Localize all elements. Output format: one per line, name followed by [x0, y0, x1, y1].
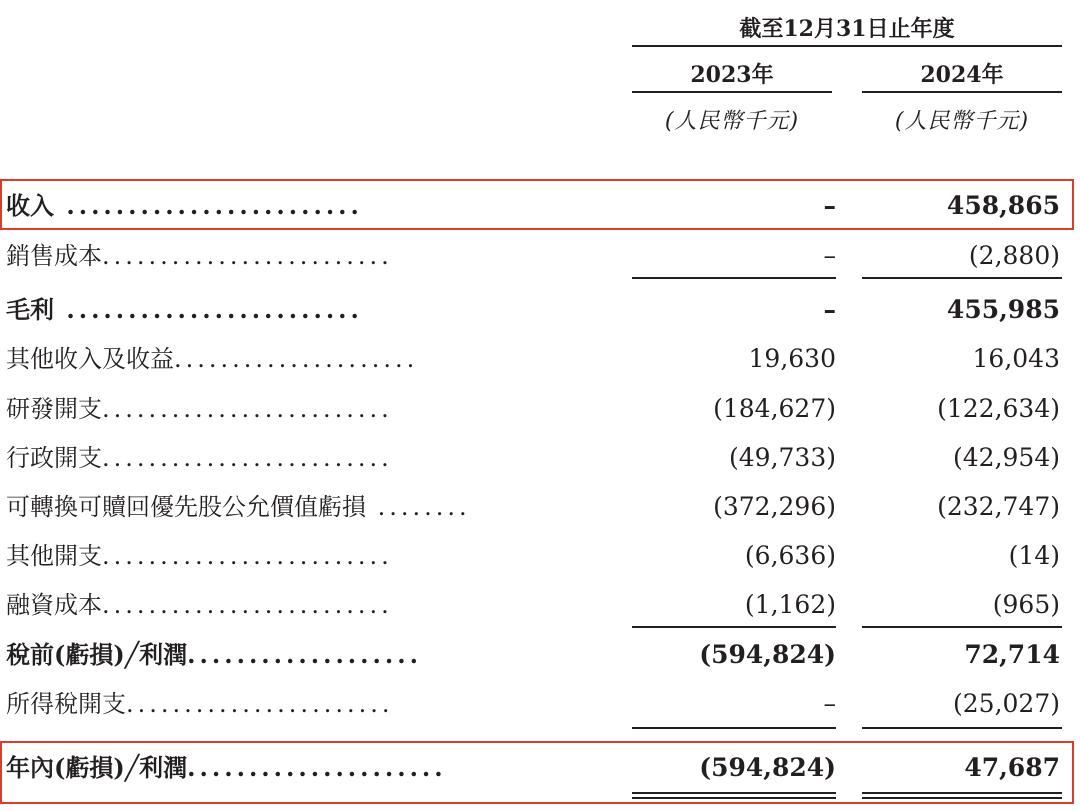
value-2024: (25,027) [953, 689, 1060, 718]
row-label [6, 288, 596, 332]
leader-dots: ................... [187, 640, 422, 669]
value-2024: (14) [1008, 541, 1060, 570]
row-label-text: 其他收入及收益 [6, 345, 174, 373]
subtotal-rule-2023 [632, 727, 836, 729]
row-label-text: 年內(虧損)╱利潤 [6, 753, 188, 782]
value-2023: (594,824) [699, 753, 836, 782]
subtotal-rule-2024 [862, 727, 1062, 729]
leader-dots: ....................... [126, 690, 394, 718]
row-label [6, 534, 596, 578]
table-row [0, 534, 1080, 578]
value-2023: (49,733) [729, 443, 836, 472]
row-label [6, 682, 596, 726]
value-2023: (184,627) [713, 394, 836, 423]
value-2023: – [823, 295, 836, 324]
table-row [0, 337, 1080, 381]
value-2023: (1,162) [744, 590, 836, 619]
table-row [0, 682, 1080, 726]
table-row [0, 288, 1080, 332]
row-label-text: 研發開支 [6, 395, 102, 423]
leader-dots: ......................... [102, 591, 393, 619]
leader-dots: ......................... [102, 444, 393, 472]
value-2024: (2,880) [968, 241, 1060, 270]
table-row [0, 436, 1080, 480]
value-2023: – [823, 241, 836, 270]
value-2024: 47,687 [964, 753, 1060, 782]
row-label [6, 633, 596, 677]
row-label [6, 583, 596, 627]
value-2024: (42,954) [953, 443, 1060, 472]
period-underline [632, 45, 1062, 47]
leader-dots: ..................... [187, 753, 447, 782]
period-heading: 截至12月31日止年度 [739, 16, 955, 42]
value-2024: (232,747) [937, 492, 1060, 521]
value-2023: (6,636) [744, 541, 836, 570]
table-row [0, 387, 1080, 431]
unit-2024: (人民幣千元) [894, 109, 1030, 134]
leader-dots: ......................... [102, 395, 393, 423]
table-row [0, 234, 1080, 278]
year-2024-underline [862, 91, 1062, 93]
leader-dots: ........ [366, 493, 471, 521]
subtotal-rule-2024 [862, 277, 1062, 279]
row-label [6, 485, 596, 529]
value-2024: (965) [992, 590, 1060, 619]
leader-dots: ........................ [54, 191, 363, 220]
unit-2023: (人民幣千元) [664, 109, 800, 134]
table-row [0, 633, 1080, 677]
value-2023: (372,296) [713, 492, 836, 521]
value-2024: 455,985 [946, 295, 1060, 324]
row-label-text: 融資成本 [6, 591, 102, 619]
value-2024: (122,634) [937, 394, 1060, 423]
row-label [6, 387, 596, 431]
row-label-text: 可轉換可贖回優先股公允價值虧損 [6, 493, 366, 521]
value-2023: 19,630 [748, 344, 836, 373]
value-2024: 458,865 [946, 191, 1060, 220]
row-label [6, 337, 596, 381]
row-label-text: 所得稅開支 [6, 690, 126, 718]
subtotal-rule-2024 [862, 626, 1062, 628]
row-label-text: 其他開支 [6, 542, 102, 570]
year-2024-heading: 2024年 [920, 62, 1004, 88]
table-row [0, 583, 1080, 627]
leader-dots: ........................ [54, 295, 363, 324]
row-label [6, 436, 596, 480]
value-2023: (594,824) [699, 640, 836, 669]
year-2023-underline [632, 91, 832, 93]
row-label-text: 毛利 [6, 295, 54, 324]
subtotal-rule-2023 [632, 626, 836, 628]
row-label-text: 銷售成本 [6, 242, 102, 270]
subtotal-rule-2023 [632, 277, 836, 279]
value-2023: – [823, 191, 836, 220]
year-2023-heading: 2023年 [690, 62, 774, 88]
highlight-box-net-result [0, 741, 1074, 804]
row-label-text: 稅前(虧損)╱利潤 [6, 640, 188, 669]
leader-dots: ..................... [174, 345, 419, 373]
leader-dots: ......................... [102, 242, 393, 270]
value-2023: – [823, 689, 836, 718]
row-label [6, 234, 596, 278]
value-2024: 72,714 [964, 640, 1060, 669]
highlight-box-revenue [0, 179, 1074, 230]
value-2024: 16,043 [972, 344, 1060, 373]
table-row [0, 485, 1080, 529]
row-label-text: 行政開支 [6, 444, 102, 472]
row-label-text: 收入 [6, 191, 54, 220]
leader-dots: ......................... [102, 542, 393, 570]
